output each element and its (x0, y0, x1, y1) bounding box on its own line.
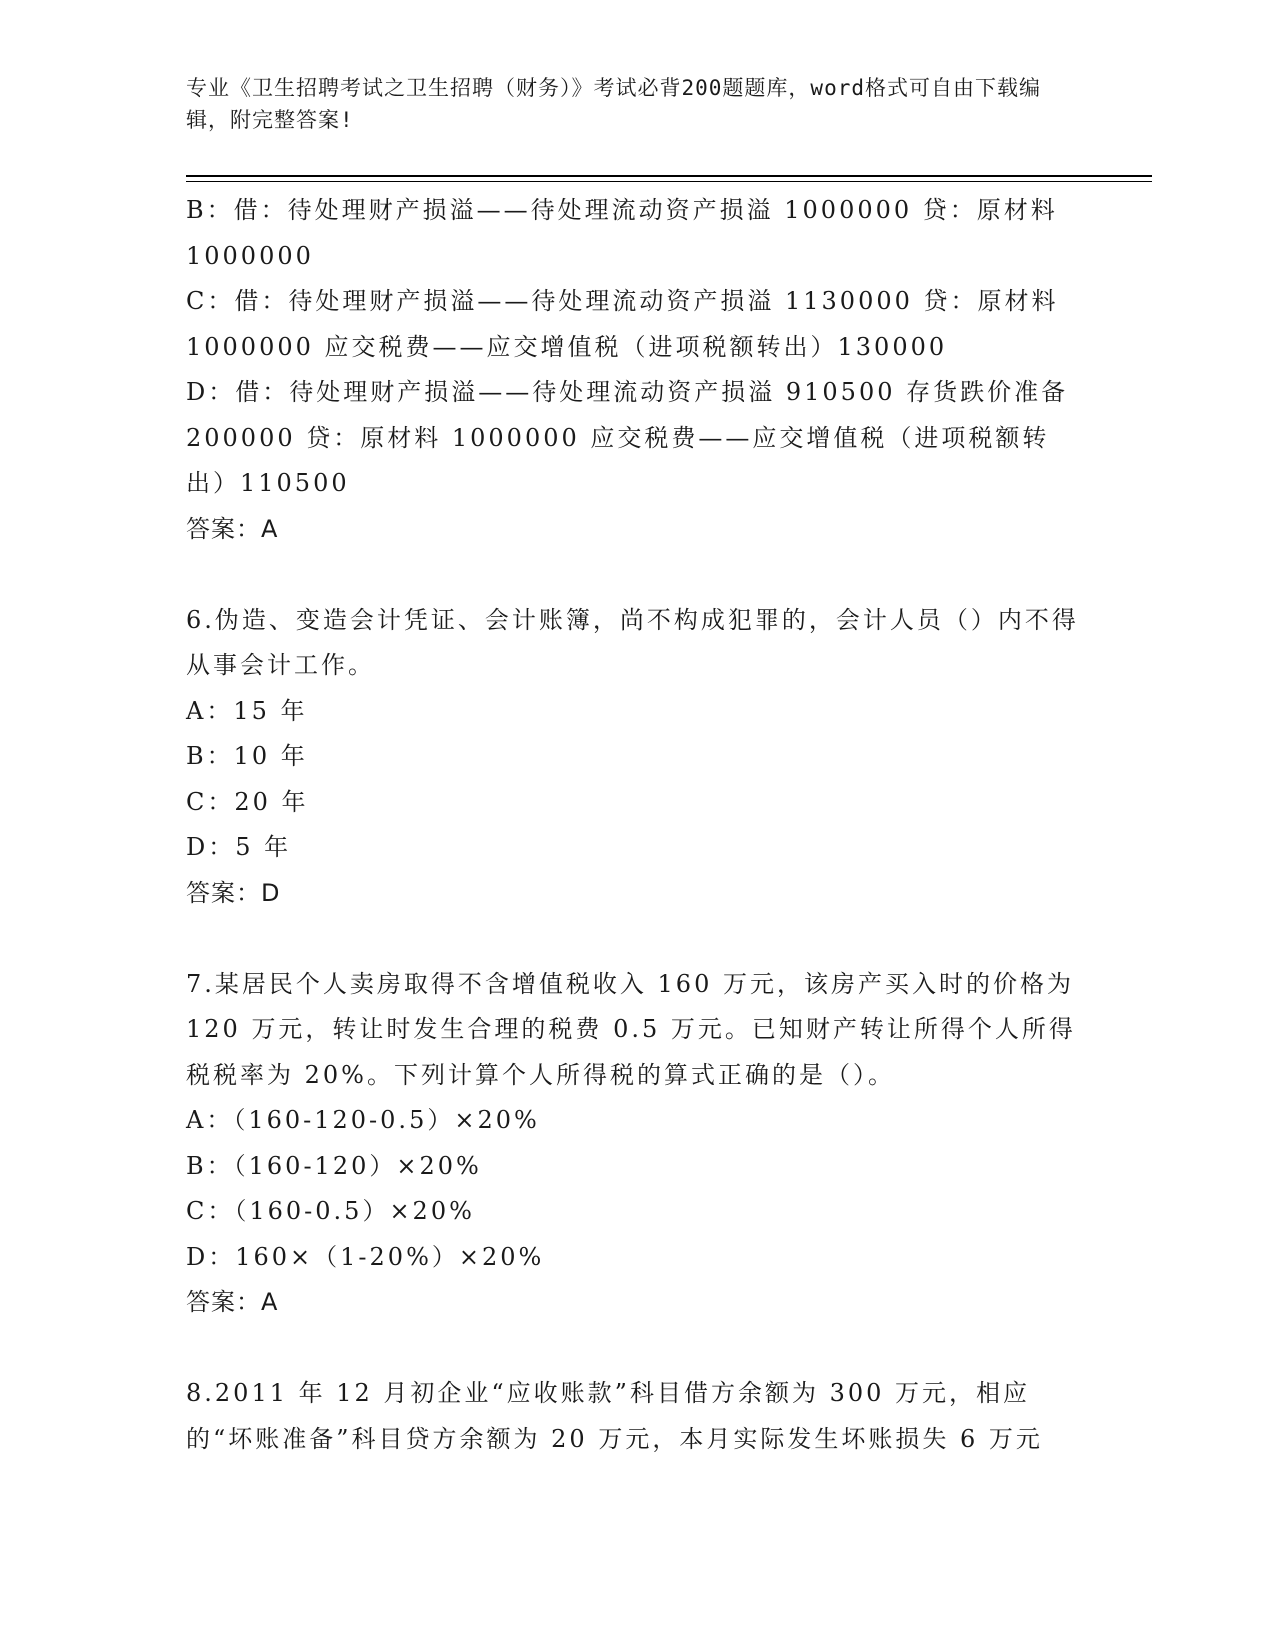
header-rule-thin (186, 181, 1152, 182)
q6-option-b: B：10 年 (186, 742, 308, 770)
question-7 (186, 962, 1086, 1326)
q6-option-d: D：5 年 (186, 833, 292, 861)
spacer (186, 1326, 1086, 1372)
q6-answer: 答案：D (186, 878, 281, 907)
q7-option-b: B：（160-120）×20% (186, 1151, 482, 1180)
question-5-tail (186, 188, 1086, 552)
q5-option-c: C：借：待处理财产损溢——待处理流动资产损溢 1130000 贷：原材料 1000000 应交税费——应交增值税（进项税额转出）130000 (186, 287, 1059, 361)
question-6 (186, 598, 1086, 917)
q7-option-c: C：（160-0.5）×20% (186, 1197, 475, 1225)
q6-option-c: C：20 年 (186, 787, 309, 816)
page-header (186, 72, 1066, 136)
q5-option-b: B：借：待处理财产损溢——待处理流动资产损溢 1000000 贷：原材料 1000000 (186, 196, 1058, 270)
q7-answer: 答案：A (186, 1288, 279, 1316)
header-rule-thick (186, 175, 1152, 177)
q8-stem: 8.2011 年 12 月初企业“应收账款”科目借方余额为 300 万元，相应的“坏账准备”科目贷方余额为 20 万元，本月实际发生坏账损失 6 万元 (186, 1379, 1043, 1453)
spacer (186, 916, 1086, 962)
question-content (186, 188, 1086, 1462)
spacer (186, 552, 1086, 598)
q7-option-a: A：（160-120-0.5）×20% (186, 1106, 540, 1134)
header-text: 专业《卫生招聘考试之卫生招聘（财务）》考试必背200题题库，word格式可自由下载编辑，附完整答案! (186, 76, 1041, 132)
q6-stem: 6.伪造、变造会计凭证、会计账簿，尚不构成犯罪的，会计人员（）内不得从事会计工作。 (186, 605, 1079, 679)
question-8 (186, 1371, 1086, 1462)
q7-option-d: D：160×（1-20%）×20% (186, 1242, 545, 1271)
q5-option-d: D：借：待处理财产损溢——待处理流动资产损溢 910500 存货跌价准备 200000 贷：原材料 1000000 应交税费——应交增值税（进项税额转出）110500 (186, 378, 1069, 497)
q6-option-a: A：15 年 (186, 696, 308, 725)
q5-answer: 答案：A (186, 514, 279, 543)
q7-stem: 7.某居民个人卖房取得不含增值税收入 160 万元，该房产买入时的价格为 120 万元，转让时发生合理的税费 0.5 万元。已知财产转让所得个人所得税税率为 20%。下列计算个人所得税的算式正确的是（）。 (186, 969, 1076, 1089)
